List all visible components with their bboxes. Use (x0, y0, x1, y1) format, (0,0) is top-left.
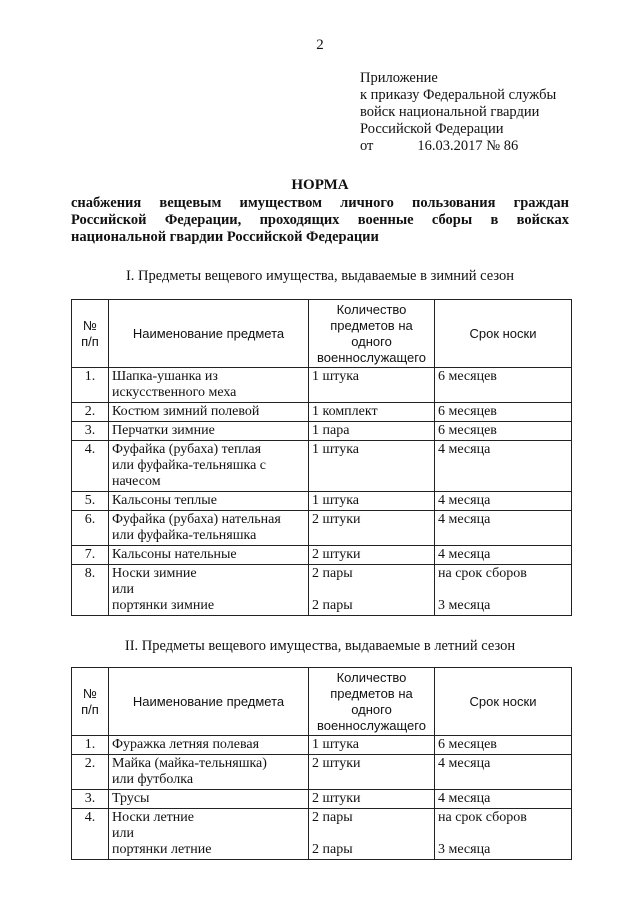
cell-name (109, 368, 309, 403)
cell-qty (309, 422, 435, 441)
cell-term (435, 422, 572, 441)
cell-line: Перчатки зимние (112, 423, 215, 438)
cell-line: 2 штуки (312, 756, 361, 771)
summer-items-body (72, 736, 572, 860)
table-row (72, 368, 572, 403)
appendix-line: Приложение (360, 70, 438, 86)
cell-line: 4 месяца (438, 756, 491, 771)
cell-line: 6 месяцев (438, 423, 497, 438)
appendix-line: Российской Федерации (360, 121, 504, 137)
norm-description: снабжения вещевым имуществом личного пользования граждан Российской Федерации, проходящих военные сборы в войсках национальной гвардии Российской Федерации (71, 195, 569, 245)
header-name: Наименование предмета (109, 668, 309, 736)
cell-line: или фуфайка-тельняшка с (112, 458, 267, 473)
cell-term (435, 511, 572, 546)
cell-line: 3 месяца (438, 598, 491, 613)
cell-name (109, 492, 309, 511)
cell-name (109, 511, 309, 546)
cell-name (109, 546, 309, 565)
cell-line: 2 пары (312, 598, 353, 613)
table-row (72, 790, 572, 809)
cell-line: 4 месяца (438, 442, 491, 457)
cell-qty (309, 368, 435, 403)
norm-title: НОРМА (291, 177, 349, 193)
header-term: Срок носки (435, 300, 572, 368)
cell-line: Фуфайка (рубаха) теплая (112, 442, 262, 457)
table-row (72, 403, 572, 422)
cell-name (109, 565, 309, 616)
cell-line: на срок сборов (438, 810, 527, 825)
cell-line: или футболка (112, 772, 194, 787)
cell-qty (309, 755, 435, 790)
cell-line: 1 штука (312, 737, 360, 752)
header-name: Наименование предмета (109, 300, 309, 368)
cell-qty (309, 790, 435, 809)
cell-term (435, 736, 572, 755)
cell-name (109, 403, 309, 422)
appendix-date-prefix: от (360, 138, 374, 154)
cell-num: 3. (72, 422, 109, 441)
cell-term (435, 546, 572, 565)
cell-line: 1 штука (312, 493, 360, 508)
cell-qty (309, 809, 435, 860)
cell-line: 4 месяца (438, 547, 491, 562)
cell-line: 3 месяца (438, 842, 491, 857)
cell-num: 3. (72, 790, 109, 809)
cell-term (435, 755, 572, 790)
cell-line: 1 пара (312, 423, 350, 438)
cell-line: 2 штуки (312, 547, 361, 562)
cell-term (435, 403, 572, 422)
cell-line: Носки летние (112, 810, 194, 825)
cell-line: Шапка-ушанка из (112, 369, 218, 384)
table-row (72, 546, 572, 565)
section-2-title: II. Предметы вещевого имущества, выдаваемые в летний сезон (124, 638, 516, 654)
cell-line: 4 месяца (438, 493, 491, 508)
cell-line: 4 месяца (438, 512, 491, 527)
cell-line: или фуфайка-тельняшка (112, 528, 257, 543)
winter-items-table (71, 299, 572, 616)
cell-line: Носки зимние (112, 566, 197, 581)
cell-line: или (112, 582, 134, 597)
cell-name (109, 790, 309, 809)
cell-line: 1 штука (312, 369, 360, 384)
cell-num: 5. (72, 492, 109, 511)
header-term: Срок носки (435, 668, 572, 736)
cell-num: 4. (72, 441, 109, 492)
cell-term (435, 441, 572, 492)
header-num: № п/п (72, 300, 109, 368)
table-row (72, 441, 572, 492)
cell-num: 7. (72, 546, 109, 565)
cell-line: 1 штука (312, 442, 360, 457)
cell-line (438, 582, 568, 598)
cell-qty (309, 403, 435, 422)
appendix-block (360, 70, 556, 155)
cell-line: 6 месяцев (438, 737, 497, 752)
cell-name (109, 736, 309, 755)
cell-line: начесом (112, 474, 161, 489)
cell-term (435, 368, 572, 403)
table-row (72, 809, 572, 860)
cell-name (109, 441, 309, 492)
cell-line: 6 месяцев (438, 369, 497, 384)
header-qty: Количество предметов на одного военнослужащего (309, 668, 435, 736)
cell-name (109, 422, 309, 441)
cell-name (109, 755, 309, 790)
table-header-row (72, 668, 572, 736)
table-row (72, 755, 572, 790)
cell-line: Кальсоны нательные (112, 547, 237, 562)
cell-line: Кальсоны теплые (112, 493, 217, 508)
table-header-row (72, 300, 572, 368)
cell-line: 2 штуки (312, 791, 361, 806)
cell-qty (309, 546, 435, 565)
appendix-line: к приказу Федеральной службы (360, 87, 557, 103)
cell-num: 1. (72, 368, 109, 403)
cell-term (435, 492, 572, 511)
cell-num: 6. (72, 511, 109, 546)
cell-line: 2 пары (312, 566, 353, 581)
header-qty: Количество предметов на одного военнослужащего (309, 300, 435, 368)
section-1-title: I. Предметы вещевого имущества, выдаваемые в зимний сезон (125, 268, 515, 284)
table-row (72, 511, 572, 546)
cell-line: Трусы (112, 791, 150, 806)
cell-term (435, 809, 572, 860)
table-row (72, 492, 572, 511)
cell-line: Костюм зимний полевой (112, 404, 260, 419)
cell-line: 2 штуки (312, 512, 361, 527)
cell-qty (309, 492, 435, 511)
cell-line (438, 826, 568, 842)
cell-line: Майка (майка-тельняшка) (112, 756, 267, 771)
table-row (72, 422, 572, 441)
cell-line: Фуражка летняя полевая (112, 737, 260, 752)
page-number: 2 (316, 37, 324, 53)
cell-num: 1. (72, 736, 109, 755)
cell-line: на срок сборов (438, 566, 527, 581)
cell-line: портянки летние (112, 842, 212, 857)
summer-items-table (71, 667, 572, 860)
cell-num: 2. (72, 403, 109, 422)
cell-line: искусственного меха (112, 385, 237, 400)
cell-num: 8. (72, 565, 109, 616)
cell-term (435, 565, 572, 616)
cell-qty (309, 441, 435, 492)
appendix-line: войск национальной гвардии (360, 104, 540, 120)
cell-line: 4 месяца (438, 791, 491, 806)
table-row (72, 565, 572, 616)
cell-line: портянки зимние (112, 598, 215, 613)
cell-line (312, 582, 431, 598)
cell-num: 2. (72, 755, 109, 790)
cell-qty (309, 565, 435, 616)
table-row (72, 736, 572, 755)
cell-line (312, 826, 431, 842)
cell-name (109, 809, 309, 860)
cell-line: 2 пары (312, 842, 353, 857)
cell-line: 1 комплект (312, 404, 378, 419)
cell-line: 6 месяцев (438, 404, 497, 419)
cell-qty (309, 511, 435, 546)
winter-items-body (72, 368, 572, 616)
appendix-date-value: 16.03.2017 № 86 (417, 138, 519, 154)
cell-line: 2 пары (312, 810, 353, 825)
appendix-date-line (360, 138, 556, 155)
cell-line: Фуфайка (рубаха) нательная (112, 512, 281, 527)
cell-qty (309, 736, 435, 755)
cell-line: или (112, 826, 134, 841)
cell-term (435, 790, 572, 809)
header-num: № п/п (72, 668, 109, 736)
cell-num: 4. (72, 809, 109, 860)
